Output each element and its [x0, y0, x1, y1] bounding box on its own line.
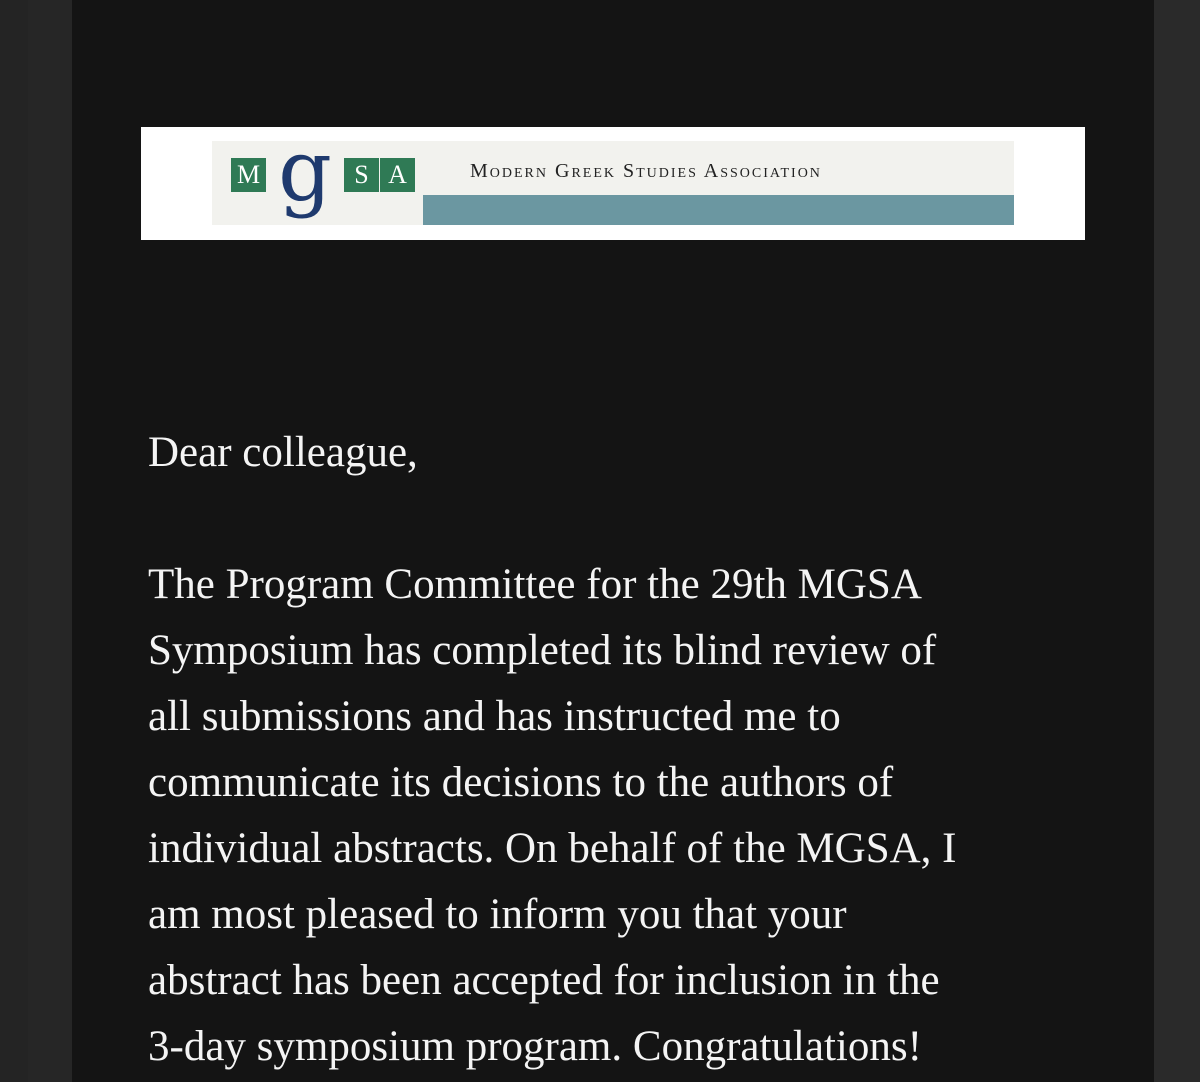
email-body-line: all submissions and has instructed me to — [148, 693, 841, 740]
banner-inner — [212, 122, 1014, 225]
email-greeting: Dear colleague, — [148, 429, 418, 476]
banner-teal-bar — [423, 195, 1014, 225]
logo-letter-m: M — [231, 158, 266, 192]
email-body — [148, 420, 1088, 1080]
email-body-line: Symposium has completed its blind review of — [148, 627, 937, 674]
email-body-line: individual abstracts. On behalf of the MGSA, I — [148, 825, 957, 872]
email-body-line: abstract has been accepted for inclusion in the — [148, 957, 940, 1004]
email-body-line: am most pleased to inform you that your — [148, 891, 847, 938]
logo-letter-a: A — [380, 158, 415, 192]
logo-letter-s: S — [344, 158, 379, 192]
email-body-line: communicate its decisions to the authors of — [148, 759, 894, 806]
right-sidebar-edge — [1154, 0, 1200, 1082]
email-body-line: The Program Committee for the 29th MGSA — [148, 561, 922, 608]
mgsa-header-banner — [141, 122, 1085, 240]
email-body-line: 3-day symposium program. Congratulations! — [148, 1023, 922, 1070]
left-sidebar-edge — [0, 0, 28, 1082]
mgsa-logo — [212, 122, 418, 225]
logo-letter-g: g — [278, 122, 332, 220]
association-name: Modern Greek Studies Association — [470, 160, 822, 182]
